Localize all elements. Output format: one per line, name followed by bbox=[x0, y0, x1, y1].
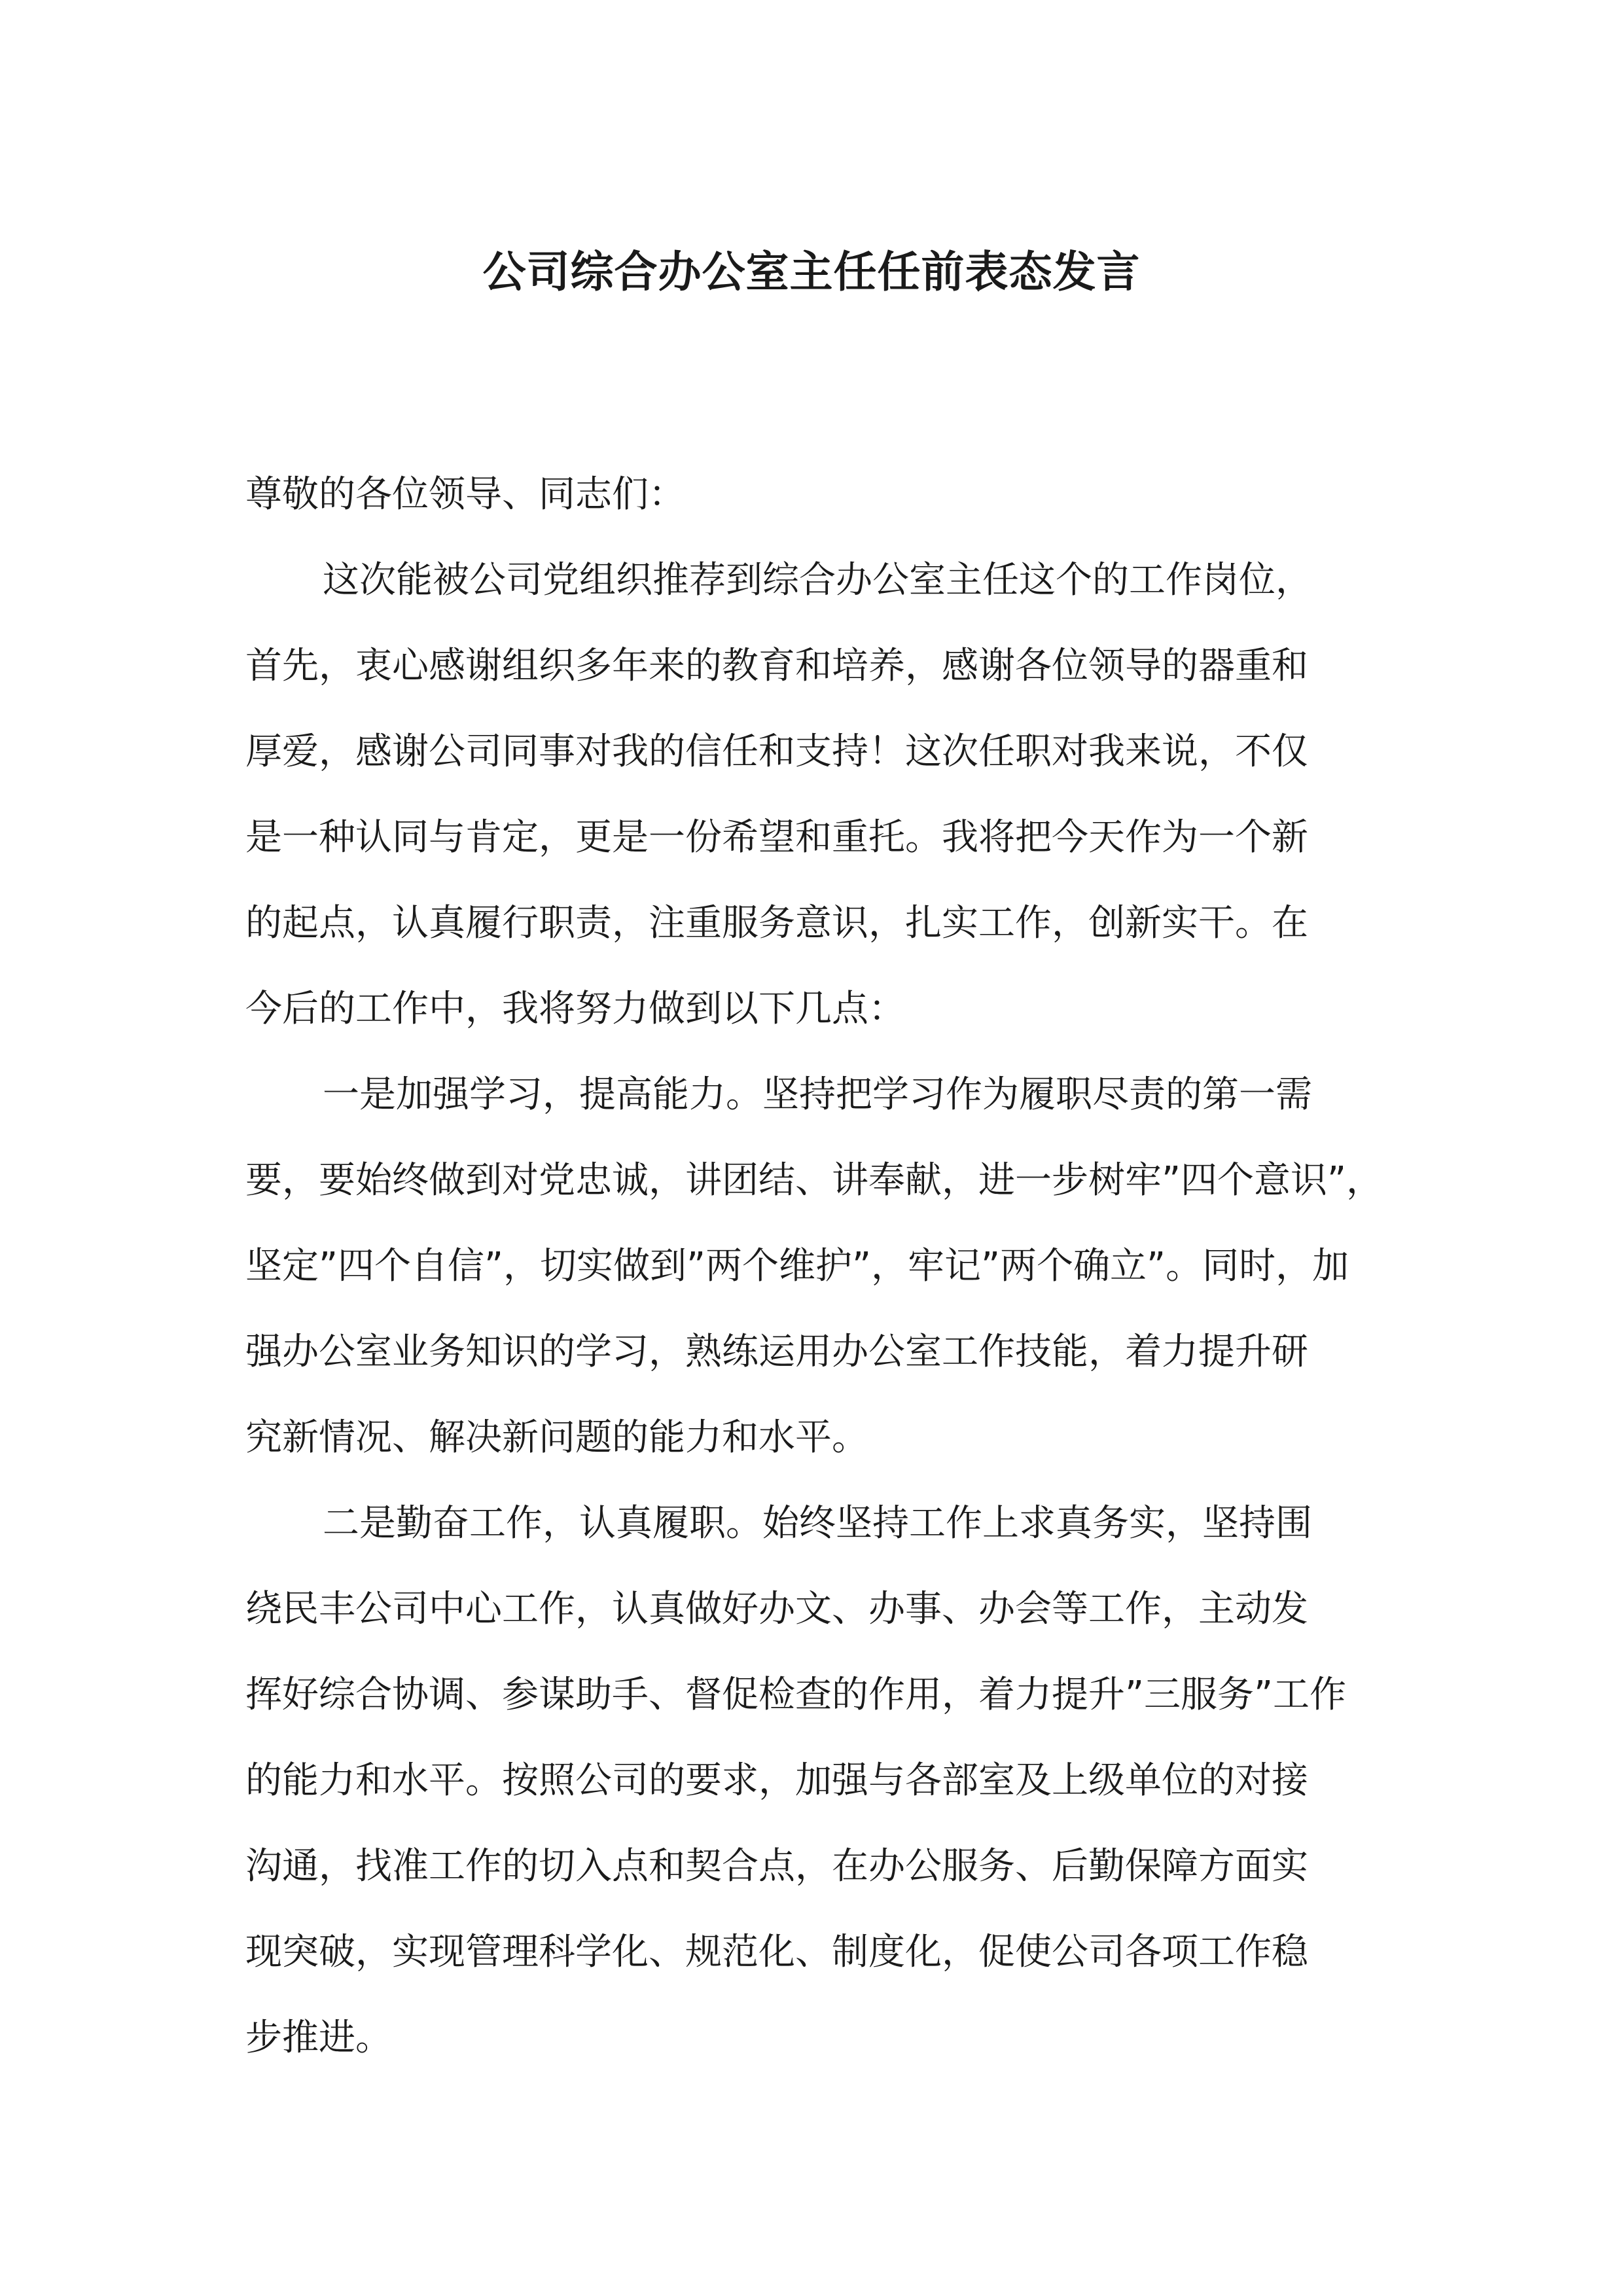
body-text-line: 步推进。 bbox=[245, 2017, 392, 2059]
body-text-line: 要，要始终做到对党忠诚，讲团结、讲奉献，进一步树牢”四个意识”， bbox=[245, 1159, 1383, 1202]
document-title: 公司综合办公室主任任前表态发言 bbox=[482, 247, 1141, 297]
body-text-line: 厚爱，感谢公司同事对我的信任和支持！这次任职对我来说，不仅 bbox=[245, 730, 1308, 773]
body-text-line: 尊敬的各位领导、同志们： bbox=[245, 473, 685, 516]
body-text-line: 这次能被公司党组织推荐到综合办公室主任这个的工作岗位， bbox=[323, 559, 1312, 601]
body-text-line: 现突破，实现管理科学化、规范化、制度化，促使公司各项工作稳 bbox=[245, 1931, 1308, 1973]
body-text-line: 是一种认同与肯定，更是一份希望和重托。我将把今天作为一个新 bbox=[245, 816, 1308, 859]
body-text-line: 绕民丰公司中心工作，认真做好办文、办事、办会等工作，主动发 bbox=[245, 1588, 1308, 1630]
body-text-line: 一是加强学习，提高能力。坚持把学习作为履职尽责的第一需 bbox=[323, 1073, 1312, 1116]
body-text-line: 挥好综合协调、参谋助手、督促检查的作用，着力提升”三服务”工作 bbox=[245, 1674, 1347, 1716]
body-text-line: 的起点，认真履行职责，注重服务意识，扎实工作，创新实干。在 bbox=[245, 902, 1308, 944]
body-text-line: 的能力和水平。按照公司的要求，加强与各部室及上级单位的对接 bbox=[245, 1759, 1308, 1802]
body-text-line: 坚定”四个自信”，切实做到”两个维护”，牢记”两个确立”。同时，加 bbox=[245, 1245, 1349, 1287]
body-text-line: 究新情况、解决新问题的能力和水平。 bbox=[245, 1416, 868, 1459]
document-body bbox=[245, 452, 1423, 2081]
body-text-line: 今后的工作中，我将努力做到以下几点： bbox=[245, 988, 905, 1030]
body-text-line: 沟通，找准工作的切入点和契合点，在办公服务、后勤保障方面实 bbox=[245, 1845, 1308, 1888]
body-text-line: 首先，衷心感谢组织多年来的教育和培养，感谢各位领导的器重和 bbox=[245, 645, 1308, 687]
body-text-line: 强办公室业务知识的学习，熟练运用办公室工作技能，着力提升研 bbox=[245, 1331, 1308, 1373]
body-text-line: 二是勤奋工作，认真履职。始终坚持工作上求真务实，坚持围 bbox=[323, 1502, 1312, 1545]
